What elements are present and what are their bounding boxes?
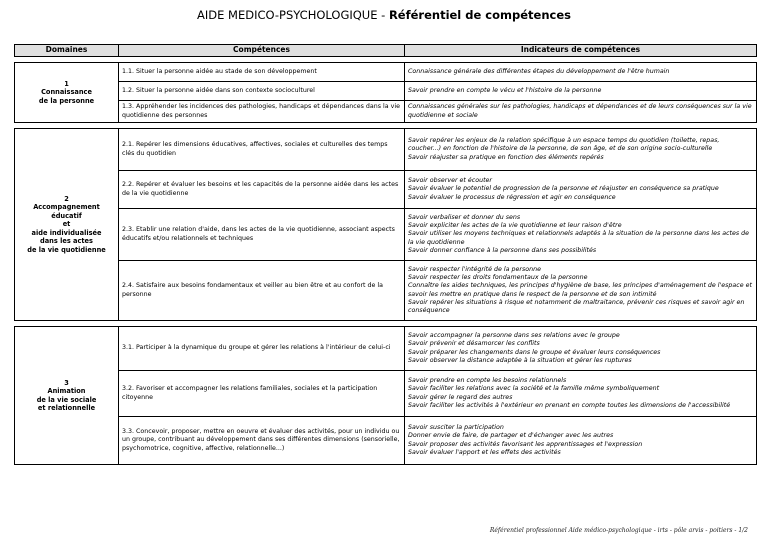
table-row [15, 371, 757, 417]
header-domaines: Domaines [15, 45, 119, 57]
table-row [15, 101, 757, 123]
table-row [15, 129, 757, 171]
competence-cell: 3.1. Participer à la dynamique du groupe et gérer les relations à l'intérieur de celui-ci [119, 327, 405, 371]
competences-table [14, 44, 757, 465]
competence-cell: 1.3. Appréhender les incidences des pathologies, handicaps et dépendances dans la vie quotidienne des personnes [119, 101, 405, 123]
domain-cell-2: 2 Accompagnement éducatif et aide individualisée dans les actes de la vie quotidienne [15, 129, 119, 321]
table-row [15, 63, 757, 82]
indicator-cell: Savoir accompagner la personne dans ses relations avec le groupe Savoir prévenir et désamorcer les conflits Savoir préparer les changements dans le groupe et évaluer leurs conséquences Savoir observer la distance adaptée à la situation et gérer les ruptures [405, 327, 757, 371]
indicator-cell: Savoir repérer les enjeux de la relation spécifique à un espace temps du quotidien (toilette, repas, coucher...) en fonction de l'histoire de la personne, de son âge, et de son origine socio-culturelle Savoir réajuster sa pratique en fonction des éléments repérés [405, 129, 757, 171]
header-competences: Compétences [119, 45, 405, 57]
competence-cell: 2.1. Repérer les dimensions éducatives, affectives, sociales et culturelles des temps clés du quotidien [119, 129, 405, 171]
table-row [15, 209, 757, 261]
table-row [15, 417, 757, 465]
competence-cell: 2.2. Repérer et évaluer les besoins et les capacités de la personne aidée dans les actes de la vie quotidienne [119, 171, 405, 209]
table-row [15, 171, 757, 209]
indicator-cell: Savoir prendre en compte le vécu et l'histoire de la personne [405, 82, 757, 101]
indicator-cell: Connaissances générales sur les pathologies, handicaps et dépendances et de leurs conséquences sur la vie quotidienne et sociale [405, 101, 757, 123]
competence-cell: 1.1. Situer la personne aidée au stade de son développement [119, 63, 405, 82]
competence-cell: 3.2. Favoriser et accompagner les relations familiales, sociales et la participation citoyenne [119, 371, 405, 417]
competence-cell: 2.4. Satisfaire aux besoins fondamentaux et veiller au bien être et au confort de la personne [119, 261, 405, 321]
competence-cell: 3.3. Concevoir, proposer, mettre en oeuvre et évaluer des activités, pour un individu ou un groupe, contribuant au développement dans ses différentes dimensions (sensorielle, psychomotrice, cognitive, affective, relationnelle...) [119, 417, 405, 465]
domain-cell-3: 3 Animation de la vie sociale et relationnelle [15, 327, 119, 465]
indicator-cell: Savoir susciter la participation Donner envie de faire, de partager et d'échanger avec les autres Savoir proposer des activités favorisant les apprentissages et l'expression Savoir évaluer l'apport et les effets des activités [405, 417, 757, 465]
indicator-cell: Savoir verbaliser et donner du sens Savoir expliciter les actes de la vie quotidienne et leur raison d'être Savoir utiliser les moyens techniques et relationnels adaptés à la situation de la personne dans les actes de la vie quotidienne Savoir donner confiance à la personne dans ses possibilités [405, 209, 757, 261]
table-row [15, 82, 757, 101]
competence-cell: 1.2. Situer la personne aidée dans son contexte socioculturel [119, 82, 405, 101]
indicator-cell: Savoir respecter l'intégrité de la personne Savoir respecter les droits fondamentaux de la personne Connaître les aides techniques, les principes d'hygiène de base, les principes d'aménagement de l'espace et savoir les mettre en pratique dans le respect de la personne et de son intimité Savoir repérer les situations à risque et notamment de maltraitance, prévenir ces risques et savoir agir en conséquence [405, 261, 757, 321]
indicator-cell: Connaissance générale des différentes étapes du développement de l'être humain [405, 63, 757, 82]
table-row [15, 327, 757, 371]
table-row [15, 261, 757, 321]
page-title [0, 8, 768, 22]
title-bold: Référentiel de compétences [388, 8, 571, 22]
page-footer: Référentiel professionnel Aide médico-psychologique - irts - pôle arvis - poitiers - 1/2 [489, 527, 748, 534]
title-plain: AIDE MEDICO-PSYCHOLOGIQUE - [197, 8, 389, 22]
indicator-cell: Savoir prendre en compte les besoins relationnels Savoir faciliter les relations avec la société et la famille même symboliquement Savoir gérer le regard des autres Savoir faciliter les activités à l'extérieur en prenant en compte toutes les dimensions de l'accessibilité [405, 371, 757, 417]
competence-cell: 2.3. Etablir une relation d'aide, dans les actes de la vie quotidienne, associant aspects éducatifs et/ou relationnels et techniques [119, 209, 405, 261]
domain-cell-1: 1 Connaissance de la personne [15, 63, 119, 123]
header-indicateurs: Indicateurs de compétences [405, 45, 757, 57]
indicator-cell: Savoir observer et écouter Savoir évaluer le potentiel de progression de la personne et réajuster en conséquence sa pratique Savoir évaluer le processus de régression et agir en conséquence [405, 171, 757, 209]
table-header-row [15, 45, 757, 57]
